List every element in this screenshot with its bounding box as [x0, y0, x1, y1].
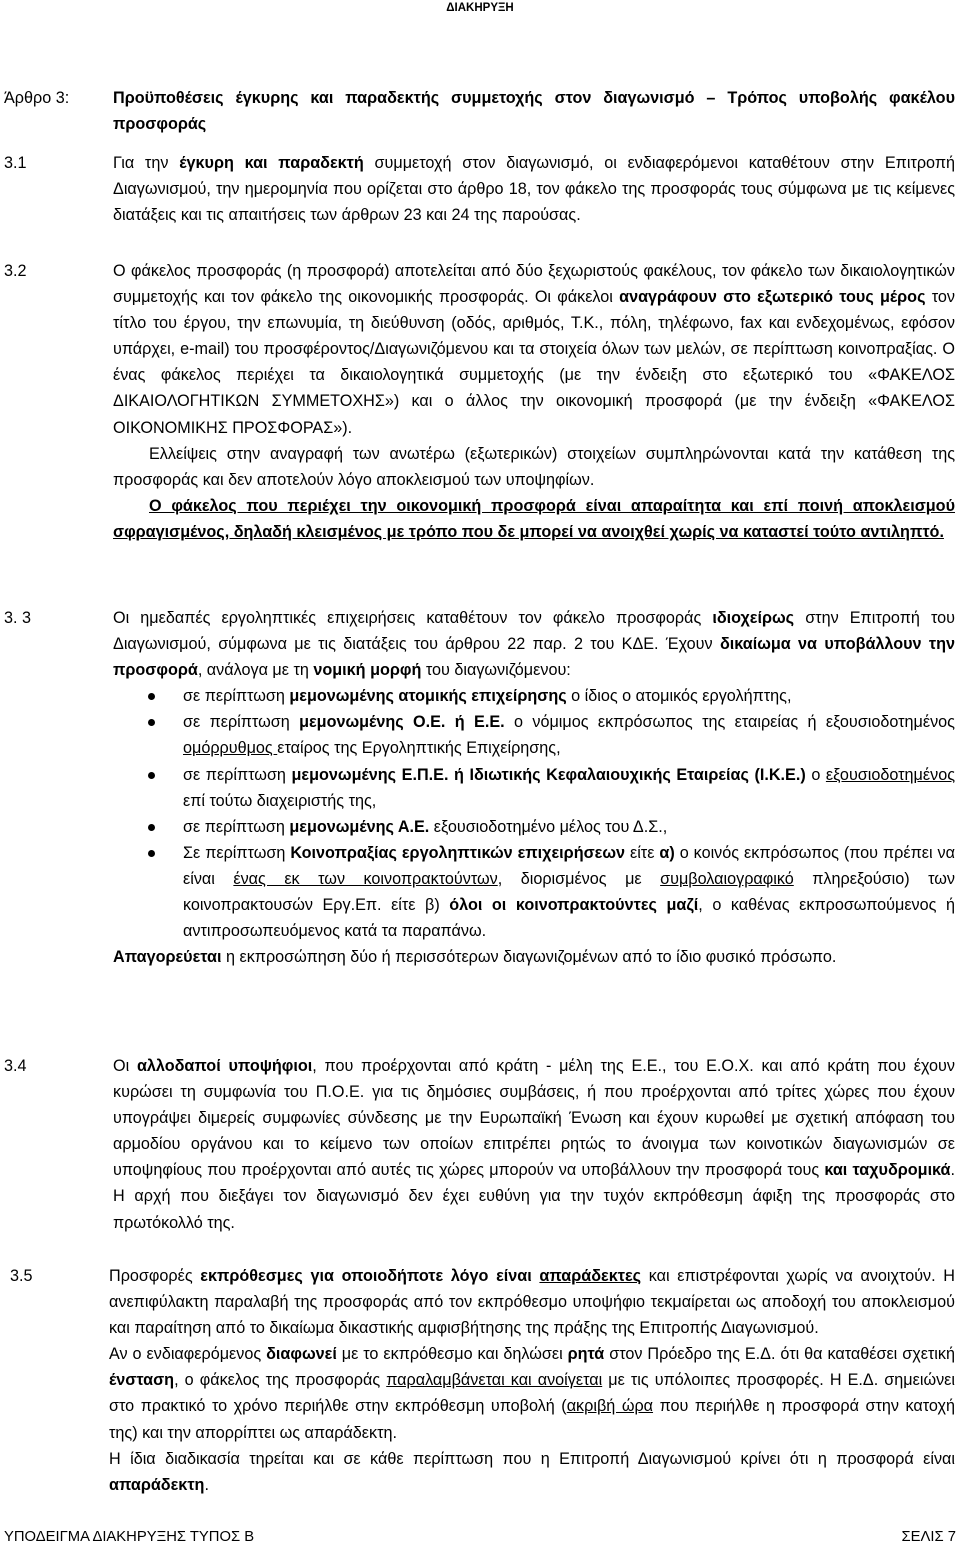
- text-run: και επιστρέφονται χωρίς να ανοιχτούν. Η ανεπιφύλακτη παραλαβή της προσφοράς από τον εκπρόθεσμο υποψήφιο τεκμαίρεται ως αποδοχή του αποκλεισμού και παραίτηση από το δικαίωμα δικαστικής αμφισβήτησης της πράξης της Επιτροπής Διαγωνισμού.: [109, 1267, 955, 1338]
- text-run-bold: ιδιοχείρως: [712, 609, 795, 627]
- text-run-bold: αλλοδαποί υποψήφιοι: [136, 1057, 313, 1075]
- text-run: επί τούτω διαχειριστής της,: [183, 791, 377, 810]
- text-run-underline: ένας εκ των κοινοπρακτούντων: [233, 869, 498, 888]
- section-number: 3.2: [4, 262, 27, 280]
- paragraph: [109, 1341, 955, 1445]
- text-run: εταίρος της Εργοληπτικής Επιχείρησης,: [277, 739, 561, 758]
- text-run: ο νόμιμος εκπρόσωπος της εταιρείας ή εξουσιοδοτημένος: [504, 713, 955, 732]
- text-run: στον Πρόεδρο της Ε.Δ. ότι θα καταθέσει σχετική: [604, 1345, 955, 1364]
- text-run-bold: νομική μορφή: [313, 661, 422, 680]
- text-run-bold: μεμονωμένης ατομικής επιχείρησης: [289, 687, 567, 706]
- text-run: σε περίπτωση: [183, 687, 290, 706]
- text-run: τον τίτλο του έργου, την επωνυμία, τη διεύθυνση (οδός, αριθμός, Τ.Κ., πόλη, τηλέφωνο, fax και ενδεχομένως, εφόσον υπάρχει, e-mail) του προσφέροντος/Διαγωνιζόμενου και τα στοιχεία όλων των μελών, σε περίπτωση κοινοπραξίας. Ο ένας φάκελος περιέχει τα δικαιολογητικά συμμετοχής (με την ένδειξη στο εξωτερικό του «ΦΑΚΕΛΟΣ ΔΙΚΑΙΟΛΟΓΗΤΙΚΩΝ ΣΥΜΜΕΤΟΧΗΣ») και ο άλλος την οικονομική προσφορά (με την ένδειξη «ΦΑΚΕΛΟΣ ΟΙΚΟΝΟΜΙΚΗΣ ΠΡΟΣΦΟΡΑΣ»).: [113, 288, 955, 437]
- text-run-bold: εκπρόθεσμες για οποιοδήποτε λόγο είναι: [200, 1267, 540, 1285]
- section-body: [109, 1263, 955, 1498]
- text-run-bold: και ταχυδρομικά: [824, 1161, 951, 1180]
- text-run-underline: εξουσιοδοτημένος: [825, 765, 956, 784]
- list-item: [113, 683, 955, 709]
- footer-document-title: ΥΠΟΔΕΙΓΜΑ ΔΙΑΚΗΡΥΞΗΣ ΤΥΠΟΣ Β: [4, 1529, 255, 1545]
- text-run-underline: παραλαμβάνεται και ανοίγεται: [386, 1371, 603, 1390]
- text-run: , ανάλογα με τη: [197, 661, 314, 680]
- paragraph: Ελλείψεις στην αναγραφή των ανωτέρω (εξωτερικών) στοιχείων συμπληρώνονται κατά την κατάθεση της προσφοράς και δεν αποτελούν λόγο αποκλεισμού των υποψηφίων.: [113, 444, 955, 489]
- text-run: εξουσιοδοτημένο μέλος του Δ.Σ.,: [429, 817, 668, 836]
- text-run: , ο φάκελος της προσφοράς: [174, 1371, 387, 1390]
- page-header: ΔΙΑΚΗΡΥΞΗ: [446, 2, 514, 14]
- section-body: [113, 605, 955, 970]
- text-run: ο: [805, 765, 826, 784]
- text-run-bold: όλοι οι κοινοπρακτούντες μαζί: [449, 896, 699, 915]
- list-item: [113, 840, 955, 944]
- text-run: Οι ημεδαπές εργοληπτικές επιχειρήσεις καταθέτουν τον φάκελο προσφοράς: [113, 609, 713, 627]
- list-item: [113, 814, 955, 840]
- text-run: του διαγωνιζόμενου:: [421, 661, 571, 680]
- footer-page-number: ΣΕΛΙΣ 7: [901, 1529, 956, 1545]
- text-run: Οι: [113, 1057, 137, 1075]
- text-run-bold: διαφωνεί: [266, 1345, 337, 1364]
- text-run-bold: μεμονωμένης Ο.Ε. ή Ε.Ε.: [299, 713, 505, 732]
- text-run: .: [204, 1475, 209, 1494]
- text-run: με το εκπρόθεσμο και δηλώσει: [336, 1345, 568, 1364]
- text-run: είτε: [625, 843, 660, 862]
- text-run: Αν ο ενδιαφερόμενος: [109, 1345, 267, 1364]
- section-number: 3. 3: [4, 609, 32, 627]
- text-run-bold: αναγράφουν στο εξωτερικό τους μέρος: [619, 288, 926, 307]
- paragraph: [113, 944, 955, 970]
- representation-list: [113, 683, 955, 944]
- text-run-bold: Κοινοπραξίας εργοληπτικών επιχειρήσεων: [290, 843, 626, 862]
- text-run-bold: ρητά: [567, 1345, 605, 1364]
- text-run-bold: δικαίωμα να υποβάλλουν την προσφορά: [113, 635, 955, 680]
- text-run: πληρεξούσιο) των κοινοπρακτουσών Εργ.Επ. είτε β): [183, 869, 955, 915]
- text-run: , που προέρχονται από κράτη - μέλη της Ε.Ε., του Ε.Ο.Χ. και από κράτη που έχουν κυρώσει τη συμφωνία του Π.Ο.Ε. για τις δημόσιες συμβάσεις, ή που προέρχονται από τρίτες χώρες που έχουν υπογράψει διμερείς συμφωνίες σύνδεσης με την Ευρωπαϊκή Ένωση και έχουν κυρωθεί με σχετική απόφαση του αρμοδίου οργάνου και το κείμενο των οποίων επιτρέπει ρητώς το άνοιγμα των κοινοτικών διαγωνισμών σε υποψηφίους που προέρχονται από αυτές τις χώρες μπορούν να υποβάλλουν την προσφορά τους: [113, 1057, 955, 1180]
- page-footer: [4, 1528, 956, 1546]
- paragraph: [113, 258, 955, 441]
- text-run: , διορισμένος με: [497, 869, 661, 888]
- section-text: [113, 150, 955, 228]
- paragraph: [109, 1263, 955, 1341]
- text-run-bold: μεμονωμένης Ε.Π.Ε. ή Ιδιωτικής Κεφαλαιουχικής Εταιρείας (Ι.Κ.Ε.): [291, 765, 806, 784]
- text-run: , ο καθένας εκπροσωπούμενος ή αντιπροσωπευόμενος κατά τα παραπάνω.: [183, 896, 955, 941]
- text-run-bold: Απαγορεύεται: [113, 948, 222, 967]
- text-run: Προσφορές: [109, 1267, 201, 1285]
- article-title-text: Προϋποθέσεις έγκυρης και παραδεκτής συμμετοχής στον διαγωνισμό – Τρόπος υποβολής φακέλου προσφοράς: [113, 89, 955, 134]
- text-run: ο κοινός εκπρόσωπος (που πρέπει να είναι: [183, 843, 955, 888]
- text-run-bold-underline: απαράδεκτες: [539, 1267, 642, 1285]
- section-number: 3.1: [4, 154, 27, 172]
- text-run: Ο φάκελος προσφοράς (η προσφορά) αποτελείται από δύο ξεχωριστούς φακέλους, τον φάκελο των δικαιολογητικών συμμετοχής και τον φάκελο της οικονομικής προσφοράς. Οι φάκελοι: [113, 262, 955, 307]
- text-run: σε περίπτωση: [183, 765, 292, 784]
- text-run: στην Επιτροπή του Διαγωνισμού, σύμφωνα με τις διατάξεις του άρθρου 22 παρ. 2 του ΚΔΕ. Έχουν: [113, 609, 955, 654]
- list-item: [113, 762, 955, 814]
- section-number: 3.4: [4, 1057, 27, 1075]
- text-run: συμμετοχή στον διαγωνισμό, οι ενδιαφερόμενοι καταθέτουν στην Επιτροπή Διαγωνισμού, την ημερομηνία που ορίζεται στο άρθρο 18, τον φάκελο της προσφοράς τους σύμφωνα με τις κείμενες διατάξεις και τις απαιτήσεις των άρθρων 23 και 24 της παρούσας.: [113, 154, 955, 225]
- text-run: Σε περίπτωση: [183, 843, 291, 862]
- text-run-bold: ένσταση: [109, 1371, 175, 1390]
- list-item: [113, 709, 955, 761]
- paragraph: [113, 605, 955, 683]
- text-run-bold: μεμονωμένης Α.Ε.: [289, 817, 430, 836]
- paragraph-warning: Ο φάκελος που περιέχει την οικονομική προσφορά είναι απαραίτητα και επί ποινή αποκλεισμού σφραγισμένος, δηλαδή κλεισμένος με τρόπο που δε μπορεί να ανοιχθεί χωρίς να καταστεί τούτο αντιληπτό.: [113, 496, 955, 541]
- text-run: Η ίδια διαδικασία τηρείται και σε κάθε περίπτωση που η Επιτροπή Διαγωνισμού κρίνει ότι η προσφορά είναι: [109, 1449, 955, 1468]
- text-run: σε περίπτωση: [183, 713, 300, 732]
- article-number: Άρθρο 3:: [4, 89, 70, 107]
- text-run-underline: ομόρρυθμος: [183, 739, 278, 758]
- text-run-bold: έγκυρη και παραδεκτή: [179, 154, 364, 172]
- text-run: σε περίπτωση: [183, 817, 290, 836]
- text-run: με τις υπόλοιπες προσφορές. Η Ε.Δ. σημειώνει στο πρακτικό το χρόνο περιήλθε στην εκπρόθεσμη υποβολή (: [109, 1371, 955, 1416]
- text-run: Για την: [113, 154, 180, 172]
- article-title: [113, 85, 955, 137]
- text-run: που περιήλθε η προσφορά στην κατοχή της) και την απορρίπτει ως απαράδεκτη.: [109, 1397, 955, 1442]
- text-run: η εκπροσώπηση δύο ή περισσότερων διαγωνιζομένων από το ίδιο φυσικό πρόσωπο.: [221, 948, 837, 967]
- text-run: . Η αρχή που διεξάγει τον διαγωνισμό δεν έχει ευθύνη για την τυχόν εκπρόθεσμη άφιξη της προσφοράς στο πρωτόκολλό της.: [113, 1161, 956, 1232]
- text-run-underline: ακριβή ώρα: [566, 1397, 654, 1416]
- section-number: 3.5: [10, 1267, 33, 1285]
- text-run-bold: α): [659, 843, 675, 862]
- text-run-underline: συμβολαιογραφικό: [660, 869, 794, 888]
- section-body: [113, 258, 955, 545]
- paragraph: [109, 1446, 955, 1498]
- section-text: [113, 1053, 955, 1236]
- text-run-bold: απαράδεκτη: [109, 1475, 205, 1494]
- text-run: ο ίδιος ο ατομικός εργολήπτης,: [566, 687, 792, 706]
